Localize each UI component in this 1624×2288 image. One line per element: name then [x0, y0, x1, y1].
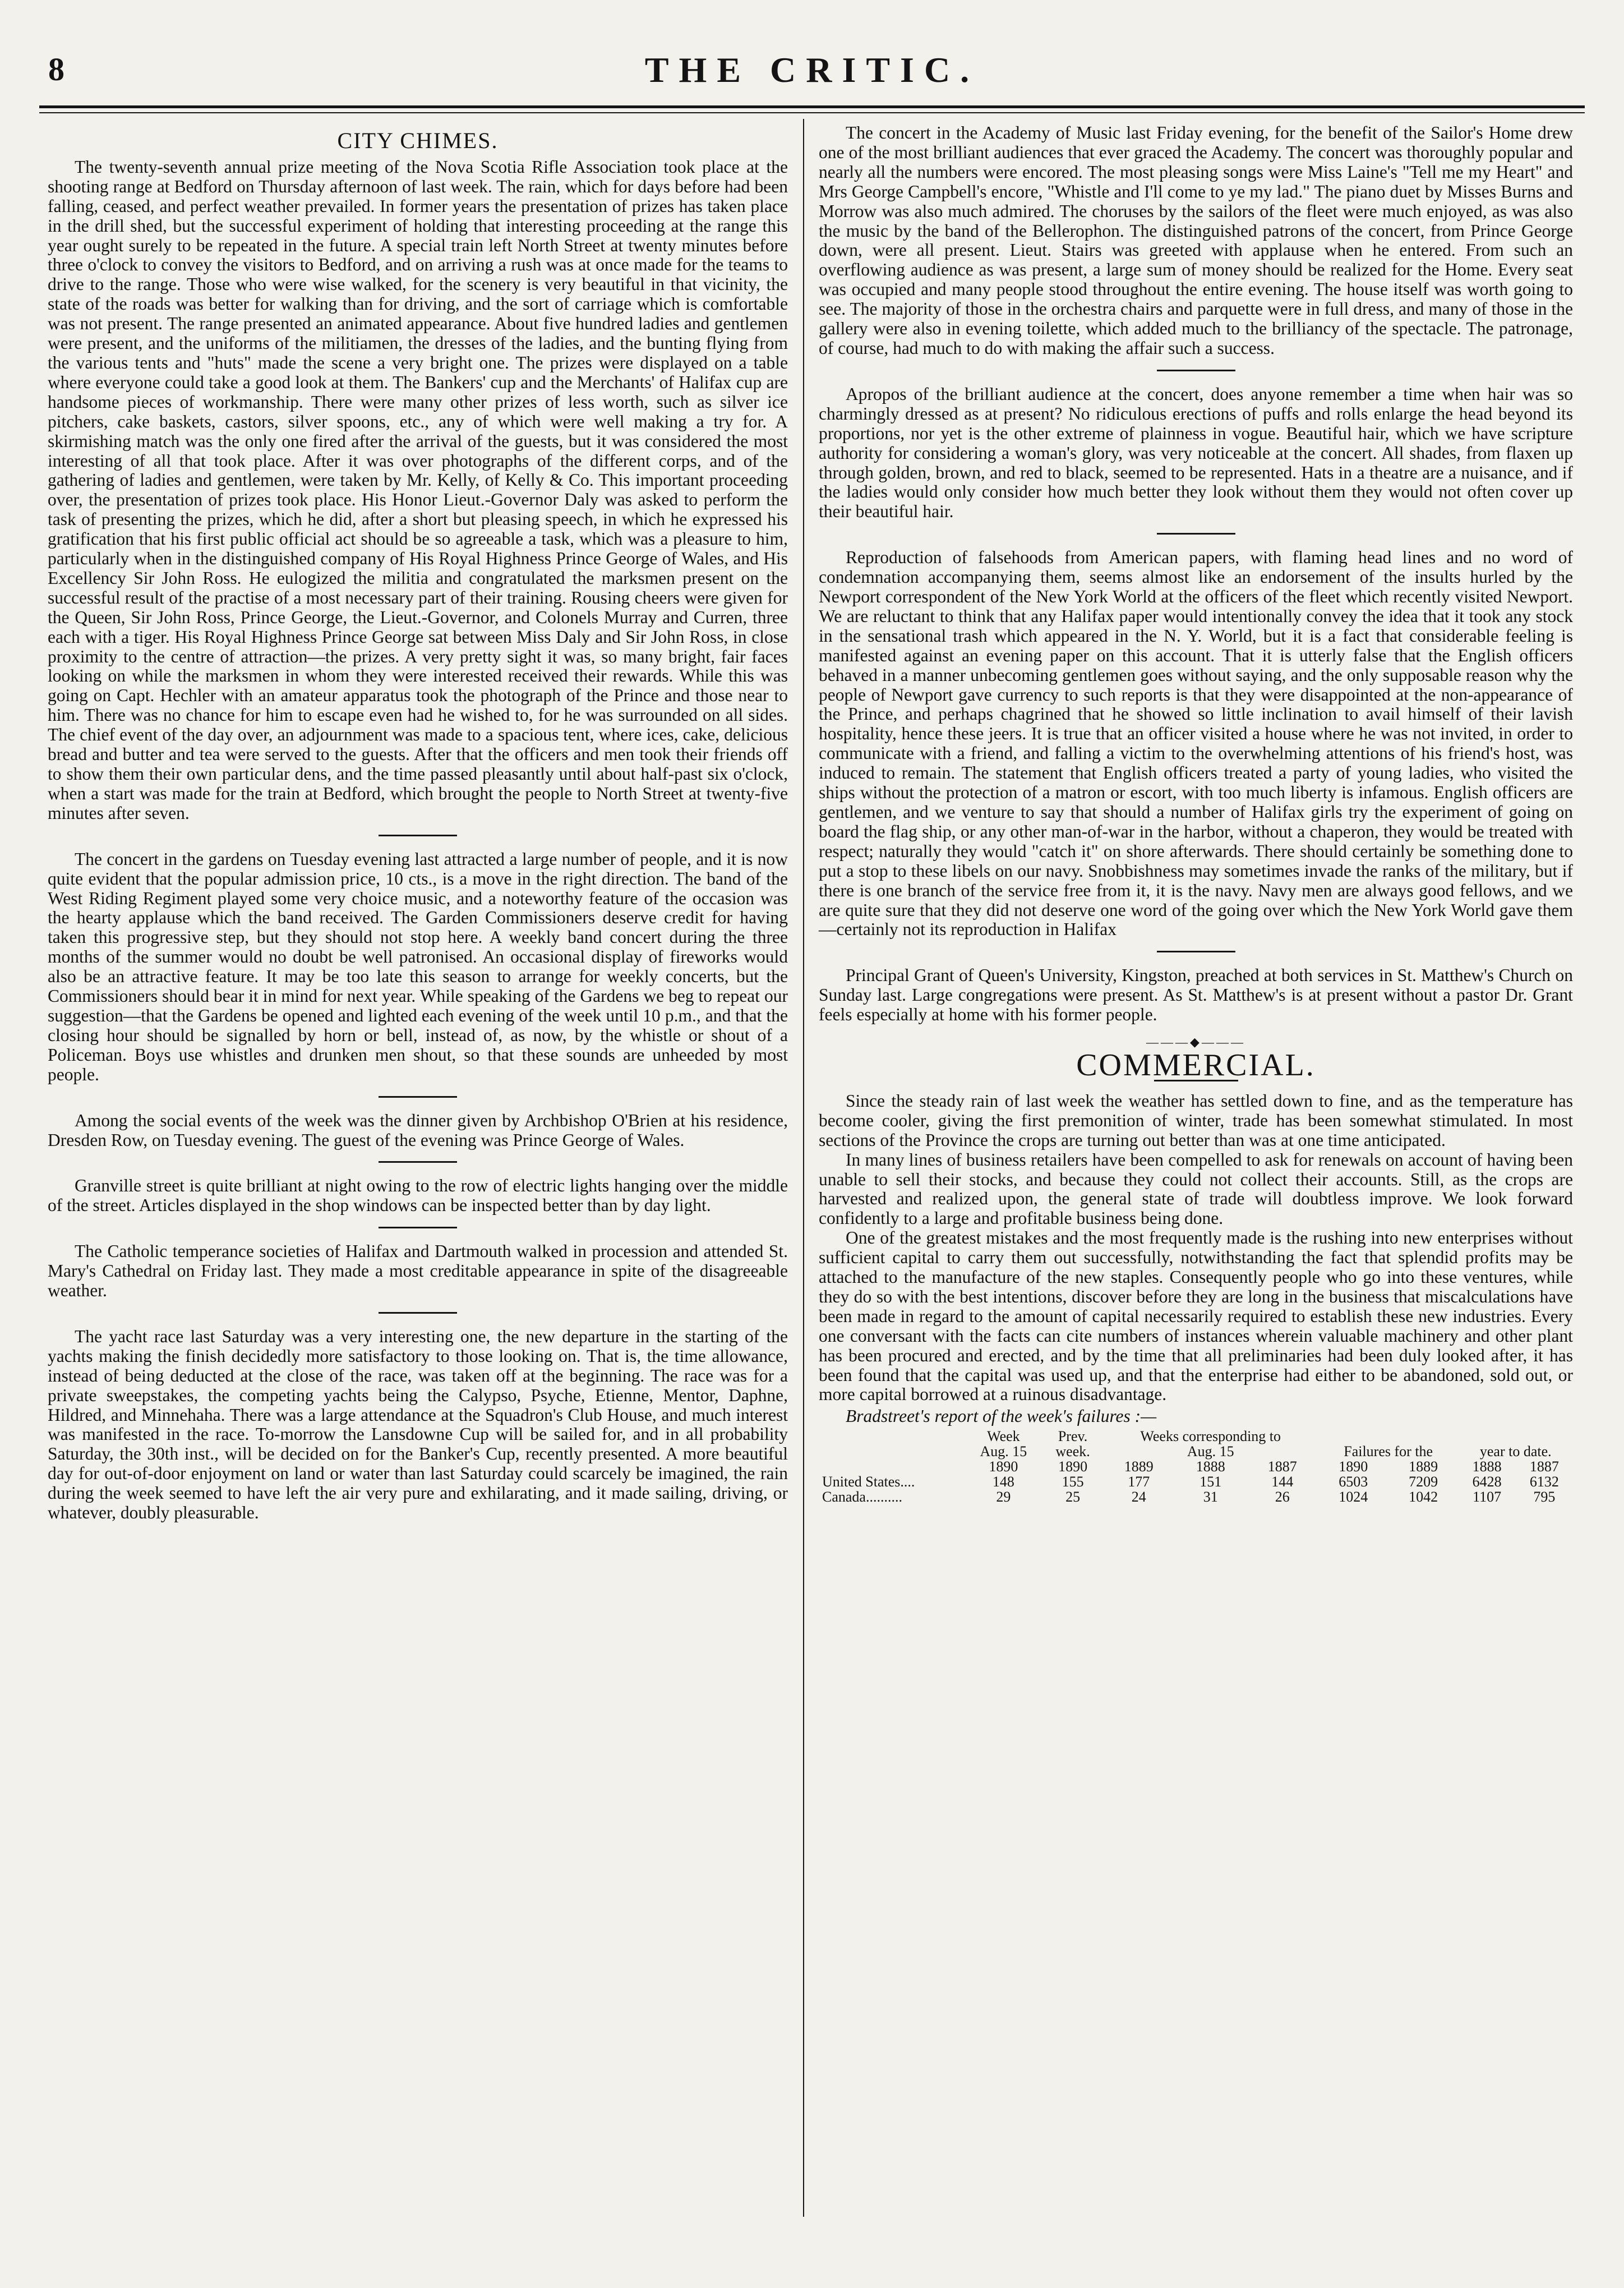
city-chimes-heading: CITY CHIMES.	[337, 128, 499, 153]
article-archbishop-dinner: Among the social events of the week was the dinner given by Archbishop O'Brien at his residence, Dresden Row, on Tuesday evening. The guest of the evening was Prince George of Wales.	[48, 1110, 788, 1150]
left-column	[48, 123, 788, 1523]
failures-header-row	[819, 1429, 1573, 1444]
right-column	[819, 123, 1573, 1504]
commercial-paragraph: In many lines of business retailers have been compelled to ask for renewals on account of having been unable to sell their stocks, and because they could not collect their accounts. Still, as the crops are harvested and realized upon, the general state of trade will doubtless improve. We look forward confidently to a large and profitable business being done.	[819, 1149, 1573, 1228]
article-temperance-societies: The Catholic temperance societies of Halifax and Dartmouth walked in procession and attended St. Mary's Cathedral on Friday last. They made a most creditable appearance in spite of the disagreeable weather.	[48, 1241, 788, 1301]
failures-header-cell	[819, 1429, 964, 1444]
commercial-paragraph: One of the greatest mistakes and the most frequently made is the rushing into new enterprises without sufficient capital to carry them out successfully, notwithstanding the fact that splendid profits may be attached to the manufacture of the new staples. Consequently people who go into these ventures, while they do so with the best intentions, discover before they are long in the business that miscalculations have been made in regard to the amount of capital necessarily required to establish these new industries. Every one conversant with the facts can cite numbers of instances wherein valuable machinery and other plant has been procured and erected, and by the time that all preliminaries had been duly looked after, it has been found that the capital was used up, and that the enterprise had either to be abandoned, sold out, or more capital borrowed at a ruinous disadvantage.	[819, 1228, 1573, 1405]
commercial-heading: COMMERCIAL.	[1076, 1047, 1316, 1083]
table-cell: 6428	[1472, 1474, 1502, 1490]
section-separator	[379, 1227, 457, 1228]
failures-year-cell: 1888	[1472, 1458, 1502, 1475]
failures-year-cell: 1889	[1124, 1458, 1154, 1475]
table-row	[819, 1474, 1573, 1489]
failures-year-cell: 1887	[1529, 1458, 1559, 1475]
page-number: 8	[48, 51, 64, 88]
section-separator	[1157, 370, 1235, 371]
masthead-rule-thick	[39, 105, 1585, 108]
failures-header-cell	[819, 1444, 964, 1459]
failures-year-cell: 1890	[1058, 1458, 1088, 1475]
masthead-title: THE CRITIC.	[644, 50, 980, 90]
table-cell: 155	[1062, 1474, 1084, 1490]
row-label: Canada..........	[822, 1489, 902, 1506]
table-cell: 144	[1271, 1474, 1294, 1490]
failures-header-cell: Weeks corresponding to	[1140, 1428, 1281, 1445]
table-cell: 25	[1065, 1489, 1081, 1506]
failures-year-cell: 1889	[1409, 1458, 1438, 1475]
table-cell: 31	[1203, 1489, 1218, 1506]
failures-year-cell: 1887	[1267, 1458, 1297, 1475]
article-newport-falsehoods: Reproduction of falsehoods from American papers, with flaming head lines and no word of condemnation accompanying them, seems almost like an endorsement of the insults hurled by the Newport correspondent of the New York World at the officers of the fleet which recently visited Newport. We are reluctant to think that any Halifax paper would intentionally convey the idea that it took any stock in the sensational trash which appeared in the N. Y. World, but it is a fact that considerable feeling is manifested against an evening paper on this account. That it is utterly false that the English officers behaved in a manner unbecoming gentlemen goes without saying, and the only supposable reason why the people of Newport gave currency to such reports is that they were disappointed at the non-appearance of the Prince, and perhaps chagrined that he showed so little inclination to avail himself of their lavish hospitality, hence these jeers. It is true that an officer visited a house where he was not invited, in order to communicate with a friend, and falling a victim to the overwhelming attentions of his friend's host, was induced to remain. The statement that English officers treated a party of young ladies, who visited the ships without the protection of a matron or escort, with too much liberty is infamous. English officers are gentlemen, and we venture to say that should a number of Halifax girls try the experiment of going on board the flag ship, or any other man-of-war in the harbor, without a chaperon, they would be treated with respect; naturally they would "catch it" on shore afterwards. There should certainly be something done to put a stop to these libels on our navy. Snobbishness may sometimes invade the ranks of the military, but if there is one branch of the service free from it, it is the navy. Navy men are always good fellows, and we are quite sure that they did not deserve one word of the going over which the New York World gave them—certainly not its reproduction in Halifax	[819, 547, 1573, 940]
article-yacht-race: The yacht race last Saturday was a very interesting one, the new departure in the starting of the yachts making the finish decidedly more satisfactory to those looking on. That is, the time allowance, instead of being deducted at the close of the race, was taken off at the beginning. The race was for a private sweepstakes, the competing yachts being the Calypso, Psyche, Etienne, Mentor, Daphne, Hildred, and Minnehaha. There was a large attendance at the Squadron's Club House, and much interest was manifested in the race. To-morrow the Lansdowne Cup will be sailed for, and in all probability Saturday, the 30th inst., will be decided on for the Banker's Cup, recently presented. A more beautiful day for out-of-door enjoyment on land or water than last Saturday could scarcely be imagined, the rain during the week seemed to have left the air very pure and exhilarating, and it made sailing, driving, or whatever, doubly pleasurable.	[48, 1326, 788, 1523]
section-separator	[379, 1161, 457, 1163]
failures-header-cell: Prev.	[1058, 1428, 1088, 1445]
failures-year-cell: 1888	[1196, 1458, 1225, 1475]
section-separator	[379, 1096, 457, 1098]
section-separator	[379, 1312, 457, 1314]
article-granville-street: Granville street is quite brilliant at night owing to the row of electric lights hanging over the middle of the street. Articles displayed in the shop windows can be inspected better than by day light.	[48, 1176, 788, 1216]
article-principal-grant: Principal Grant of Queen's University, Kingston, preached at both services in St. Matthew's Church on Sunday last. Large congregations were present. As St. Matthew's is at present without a pastor Dr. Grant feels especially at home with his former people.	[819, 965, 1573, 1025]
failures-header-cell: Aug. 15	[980, 1443, 1027, 1460]
failures-header-row	[819, 1444, 1573, 1459]
failures-header-cell	[1318, 1429, 1573, 1444]
row-label: United States....	[822, 1474, 915, 1490]
article-rifle-meeting: The twenty-seventh annual prize meeting of the Nova Scotia Rifle Association took place at the shooting range at Bedford on Thursday afternoon of last week. The rain, which for days before had been falling, ceased, and perfect weather prevailed. In former years the presentation of prizes has taken place in the drill shed, but the successful experiment of holding that interesting proceeding at the range this year ought surely to be repeated in the future. A special train left North Street at twenty minutes before three o'clock to convey the visitors to Bedford, and on arriving a rush was at once made for the teams to drive to the range. Those who were wise walked, for the scenery is very beautiful in that vicinity, the state of the roads was better for walking than for driving, and the sort of carriage which is comfortable was not present. The range presented an animated appearance. About five hundred ladies and gentlemen were present, and the uniforms of the militiamen, the dresses of the ladies, and the bunting flying from the various tents and "huts" made the scene a very bright one. The prizes were displayed on a table where everyone could take a good look at them. The Bankers' cup and the Merchants' of Halifax cup are handsome pieces of workmanship. There were many other prizes of less worth, such as silver ice pitchers, cake baskets, castors, silver spoons, etc., any of which were well making a try for. A skirmishing match was the only one fired after the arrival of the guests, but it was considered the most interesting of all that took place. After it was over photographs of the different corps, and of the gathering of ladies and gentlemen, were taken by Mr. Kelly, of Kelly & Co. This important proceeding over, the presentation of prizes took place. His Honor Lieut.-Governor Daly was asked to perform the task of presenting the prizes, which he did, after a short but pleasing speech, in which he expressed his gratification that his first public official act should be so agreeable a task, which was a pleasure to him, particularly when in the distinguished company of His Royal Highness Prince George of Wales, and His Excellency Sir John Ross. He eulogized the militia and congratulated the marksmen present on the successful result of the practise of a most necessary part of their training. Rousing cheers were given for the Queen, Sir John Ross, Prince George, the Lieut.-Governor, and Colonels Murray and Curren, three each with a tiger. His Royal Highness Prince George sat between Miss Daly and Sir John Ross, in close proximity to the centre of attraction—the prizes. A very pretty sight it was, so many bright, fair faces looking on while the marksmen in whom they were interested received their rewards. While this was going on Capt. Hechler with an amateur apparatus took the photograph of the Prince and those near to him. There was no chance for him to escape even had he wished to, for he was surrounded on all sides. The chief event of the day over, an adjournment was made to a spacious tent, where ices, cake, delicious bread and butter and tea were served to the guests. After that the officers and men took their friends off to show them their own particular dens, and the time passed pleasantly until about half-past six o'clock, when a start was made for the train at Bedford, which brought the people to North Street at twenty-five minutes after seven.	[48, 156, 788, 823]
table-cell: 1024	[1339, 1489, 1368, 1506]
table-cell: 7209	[1409, 1474, 1438, 1490]
failures-header-cell: Aug. 15	[1187, 1443, 1234, 1460]
table-cell: 29	[996, 1489, 1011, 1506]
failures-header-cell: Failures for the	[1344, 1443, 1433, 1460]
article-hair-fashion: Apropos of the brilliant audience at the concert, does anyone remember a time when hair was so charmingly dressed as at present? No ridiculous erections of puffs and rolls enlarge the head beyond its proportions, nor yet is the other extreme of plainness in vogue. Beautiful hair, which we have scripture authority for considering a woman's glory, was very noticeable at the concert. All shades, from flaxen up through golden, brown, and red to black, seemed to be represented. Hats in a theatre are a nuisance, and if the ladies would only consider how much better they look without them they would not often cover up their beautiful hair.	[819, 384, 1573, 522]
failures-year-cell: 1890	[989, 1458, 1018, 1475]
masthead-rule-thin	[39, 112, 1585, 113]
section-separator	[1157, 951, 1235, 952]
table-row	[819, 1489, 1573, 1504]
table-cell: 151	[1199, 1474, 1222, 1490]
column-divider	[803, 119, 804, 2217]
table-cell: 177	[1128, 1474, 1150, 1490]
section-separator	[1157, 533, 1235, 535]
failures-header-cell: Week	[987, 1428, 1020, 1445]
failures-year-cell: 1890	[1339, 1458, 1368, 1475]
table-cell: 1107	[1473, 1489, 1502, 1506]
failures-header-cell: week.	[1055, 1443, 1090, 1460]
table-cell: 1042	[1409, 1489, 1438, 1506]
table-cell: 148	[992, 1474, 1014, 1490]
table-cell: 26	[1275, 1489, 1290, 1506]
section-separator	[379, 835, 457, 836]
article-garden-concert: The concert in the gardens on Tuesday evening last attracted a large number of people, and it is now quite evident that the popular admission price, 10 cts., is a move in the right direction. The band of the West Riding Regiment played some very choice music, and a noteworthy feature of the occasion was the hearty applause which the band received. The Garden Commissioners deserve credit for having taken this progressive step, but they should not stop here. A weekly band concert during the three months of the summer would no doubt be well patronised. An occasional display of fireworks would also be an attractive feature. It may be too late this season to arrange for weekly concerts, but the Commissioners should bear it in mind for next year. While speaking of the Gardens we beg to repeat our suggestion—that the Gardens be opened and lighted each evening of the week until 10 p.m., and that the closing hour should be signalled by horn or bell, instead of, as now, by the whistle or shout of a Policeman. Boys use whistles and drunken men shout, so that these sounds are unheeded by most people.	[48, 849, 788, 1084]
bradstreet-intro: Bradstreet's report of the week's failures :—	[846, 1406, 1157, 1426]
commercial-paragraph: Since the steady rain of last week the weather has settled down to fine, and as the temperature has become cooler, giving the first premonition of winter, trade has been somewhat stimulated. In most sections of the Province the crops are turning out better than was at one time anticipated.	[819, 1090, 1573, 1150]
table-cell: 6132	[1529, 1474, 1559, 1490]
failures-table	[819, 1429, 1573, 1504]
failures-years-row	[819, 1459, 1573, 1474]
section-ornament: ———◆———	[1146, 1035, 1245, 1049]
table-cell: 6503	[1339, 1474, 1368, 1490]
failures-header-cell: year to date.	[1479, 1443, 1552, 1460]
failures-year-cell	[819, 1459, 964, 1474]
article-academy-concert: The concert in the Academy of Music last Friday evening, for the benefit of the Sailor's Home drew one of the most brilliant audiences that ever graced the Academy. The concert was thoroughly popular and nearly all the numbers were encored. The most pleasing songs were Miss Laine's "Tell me my Heart" and Mrs George Campbell's encore, "Whistle and I'll come to ye my lad." The piano duet by Misses Burns and Morrow was also much admired. The choruses by the sailors of the fleet were much enjoyed, as was also the music by the band of the Bellerophon. The distinguished patrons of the concert, from Prince George down, were all present. Lieut. Stairs was greeted with applause when he entered. From such an overflowing audience as was present, a large sum of money should be realized for the Home. Every seat was occupied and many people stood throughout the entire evening. The house itself was worth going to see. The majority of those in the orchestra chairs and parquette were in full dress, and many of those in the gallery were also in evening toilette, which added much to the brilliancy of the spectacle. The patronage, of course, had much to do with making the affair such a success.	[819, 123, 1573, 358]
table-cell: 795	[1533, 1489, 1556, 1506]
table-cell: 24	[1131, 1489, 1146, 1506]
